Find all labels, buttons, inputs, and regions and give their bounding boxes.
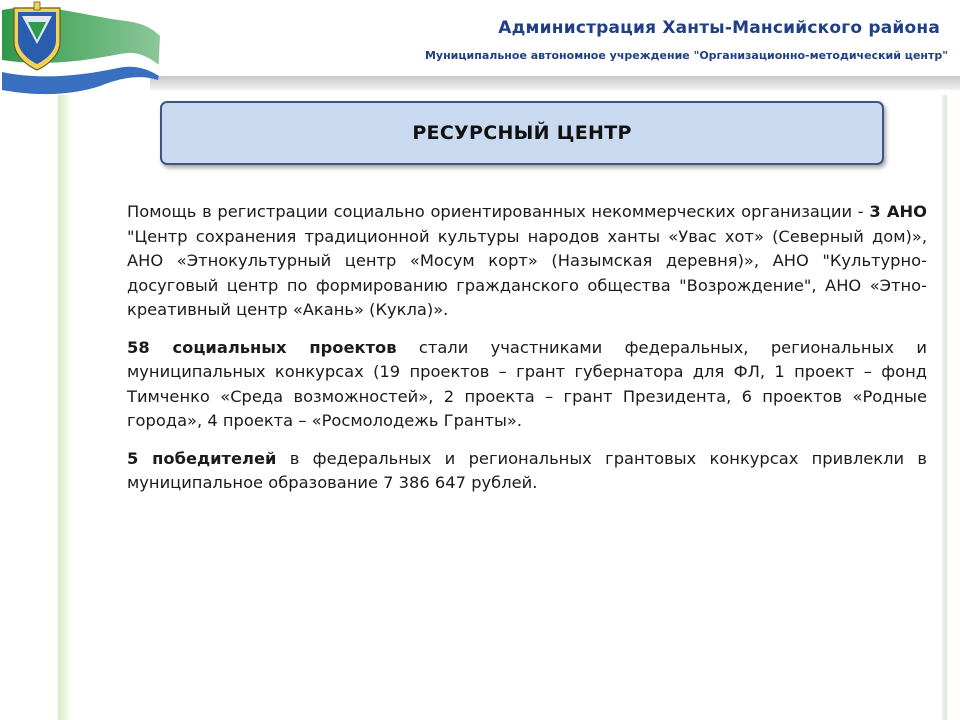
paragraph-text: "Центр сохранения традиционной культуры народов ханты «Увас хот» (Северный дом)», АНО «Этнокультурный центр «Мосум корт» (Назымская деревня)», АНО "Культурно-досуговый центр по формированию гражданского общества "Возрождение", АНО «Этно-креативный центр «Акань» (Кукла)».	[127, 226, 927, 319]
paragraph-registration-help	[127, 200, 927, 323]
paragraph-highlight: 3 АНО	[869, 202, 927, 221]
organization-subtitle: Муниципальное автономное учреждение "Организационно-методический центр"	[424, 49, 948, 62]
organization-title: Администрация Ханты-Мансийского района	[498, 18, 940, 38]
slide-heading: РЕСУРСНЫЙ ЦЕНТР	[412, 122, 632, 144]
paragraph-highlight: 58 социальных проектов	[127, 337, 397, 357]
district-flag-icon	[0, 0, 170, 110]
right-decorative-stripe	[942, 95, 947, 720]
header-band	[150, 76, 960, 90]
paragraph-social-projects	[127, 336, 927, 434]
slide-heading-box	[160, 101, 884, 165]
paragraph-grant-winners	[127, 447, 927, 496]
paragraph-highlight: 5 победителей	[127, 448, 277, 468]
paragraph-text: Помощь в регистрации социально ориентированных некоммерческих организации -	[127, 202, 870, 221]
left-decorative-stripe	[58, 95, 72, 720]
paragraph-text: стали участниками федеральных, региональных и муниципальных конкурсах (19 проектов – грант губернатора для ФЛ, 1 проект – фонд Тимченко «Среда возможностей», 2 проекта – грант Президента, 6 проектов «Родные города», 4 проекта – «Росмолодежь Гранты».	[127, 337, 928, 430]
slide-body	[127, 200, 927, 509]
paragraph-text: в федеральных и региональных грантовых конкурсах привлекли в муниципальное образование 7 386 647 рублей.	[127, 448, 927, 492]
